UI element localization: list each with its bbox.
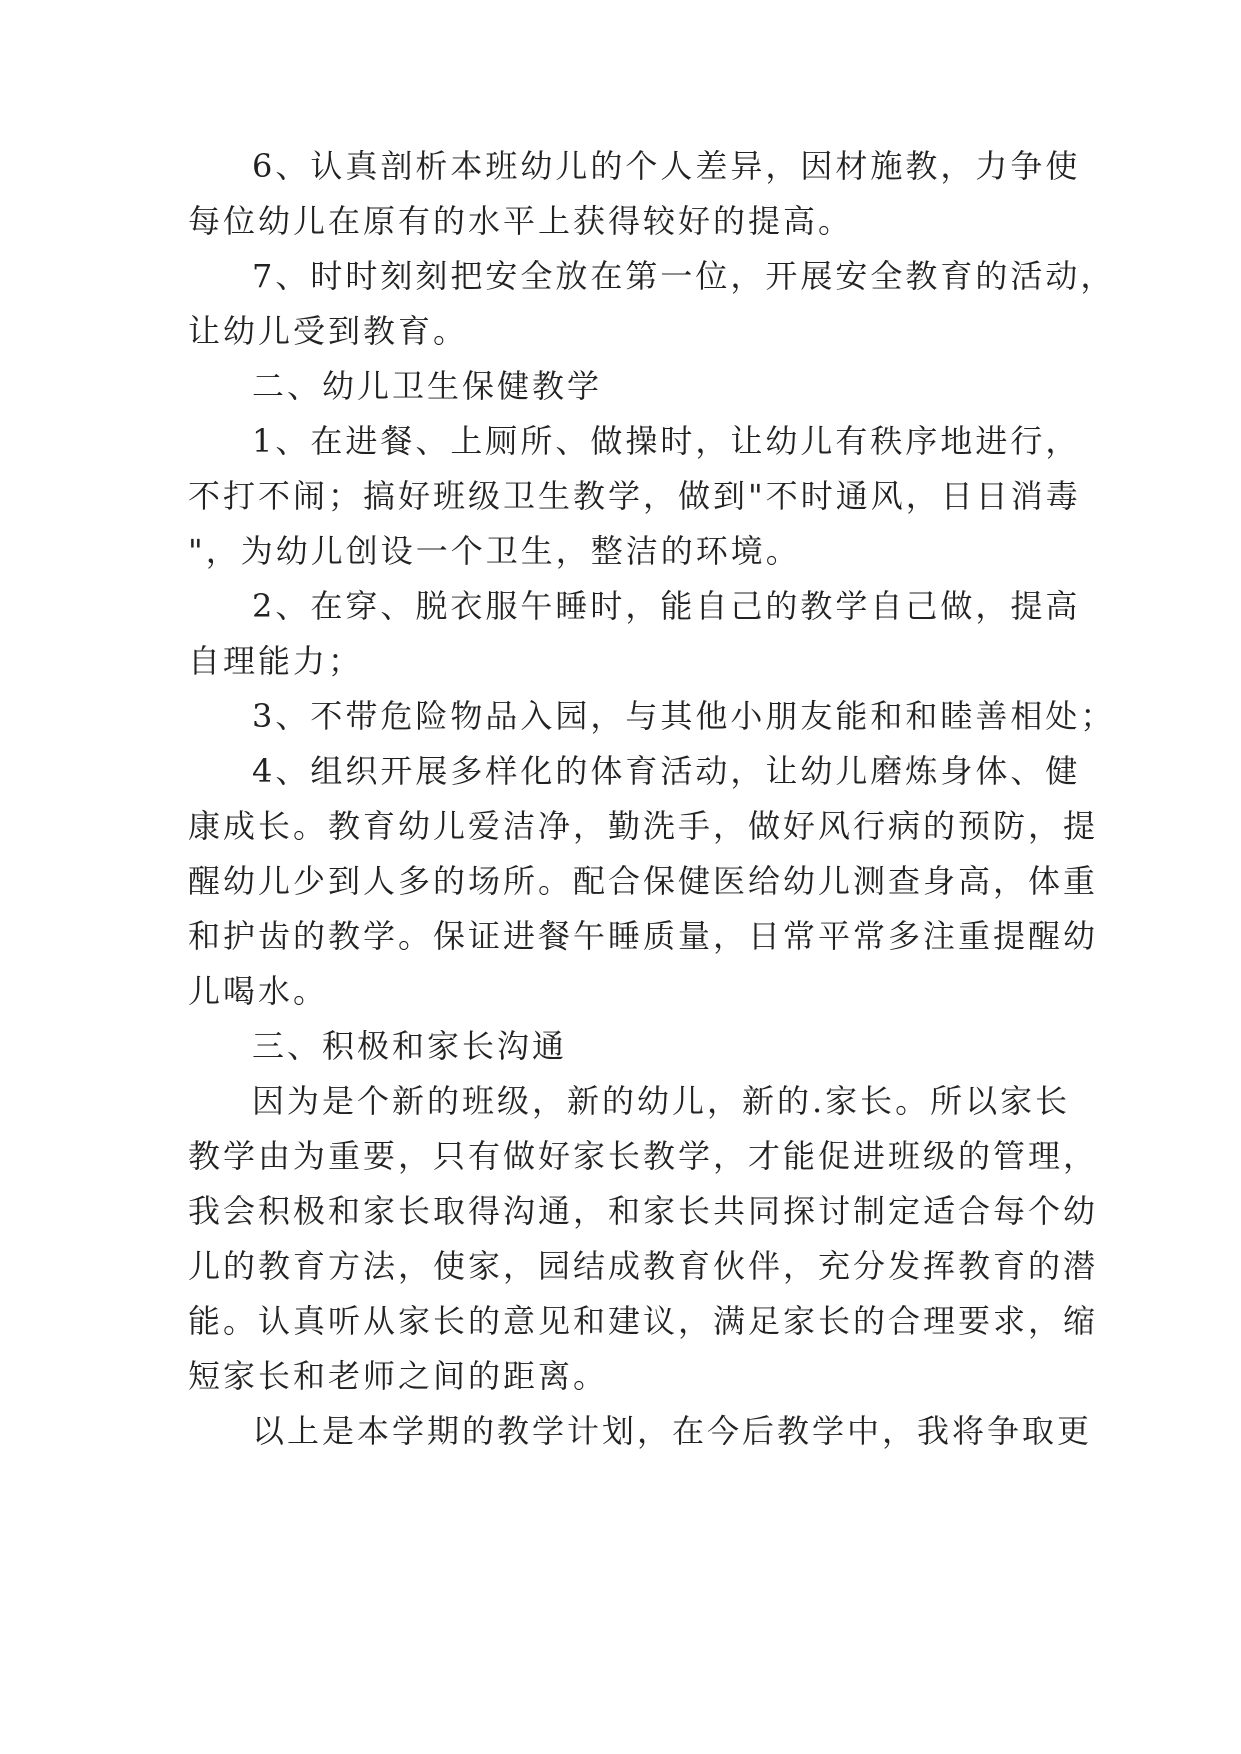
text-line: 每位幼儿在原有的水平上获得较好的提高。 — [188, 202, 854, 240]
text-line: 以上是本学期的教学计划，在今后教学中，我将争取更 — [252, 1412, 1093, 1450]
text-line: 7、时时刻刻把安全放在第一位，开展安全教育的活动， — [252, 257, 1116, 295]
text-line: 自理能力； — [188, 642, 364, 680]
text-line: 短家长和老师之间的距离。 — [188, 1357, 609, 1395]
text-line: 因为是个新的班级，新的幼儿，新的.家长。所以家长 — [252, 1082, 1071, 1120]
text-line: 2、在穿、脱衣服午睡时，能自己的教学自己做，提高 — [252, 587, 1081, 625]
text-line: 让幼儿受到教育。 — [188, 312, 469, 350]
text-line: 教学由为重要，只有做好家长教学，才能促进班级的管理， — [188, 1137, 1099, 1175]
text-line: 不打不闹；搞好班级卫生教学，做到"不时通风，日日消毒 — [188, 477, 1081, 515]
text-line: 6、认真剖析本班幼儿的个人差异，因材施教，力争使 — [252, 147, 1081, 185]
section-heading: 二、幼儿卫生保健教学 — [252, 367, 603, 405]
text-line: 我会积极和家长取得沟通，和家长共同探讨制定适合每个幼 — [188, 1192, 1099, 1230]
text-line: 儿喝水。 — [188, 972, 329, 1010]
text-line: 和护齿的教学。保证进餐午睡质量，日常平常多注重提醒幼 — [188, 917, 1099, 955]
text-line: 3、不带危险物品入园，与其他小朋友能和和睦善相处； — [252, 697, 1116, 735]
text-line: "，为幼儿创设一个卫生，整洁的环境。 — [188, 532, 801, 570]
text-line: 儿的教育方法，使家，园结成教育伙伴，充分发挥教育的潜 — [188, 1247, 1099, 1285]
text-line: 康成长。教育幼儿爱洁净，勤洗手，做好风行病的预防，提 — [188, 807, 1099, 845]
text-line: 4、组织开展多样化的体育活动，让幼儿磨炼身体、健 — [252, 752, 1081, 790]
text-line: 1、在进餐、上厕所、做操时，让幼儿有秩序地进行， — [252, 422, 1081, 460]
section-heading: 三、积极和家长沟通 — [252, 1027, 568, 1065]
text-line: 能。认真听从家长的意见和建议，满足家长的合理要求，缩 — [188, 1302, 1099, 1340]
text-line: 醒幼儿少到人多的场所。配合保健医给幼儿测查身高，体重 — [188, 862, 1099, 900]
